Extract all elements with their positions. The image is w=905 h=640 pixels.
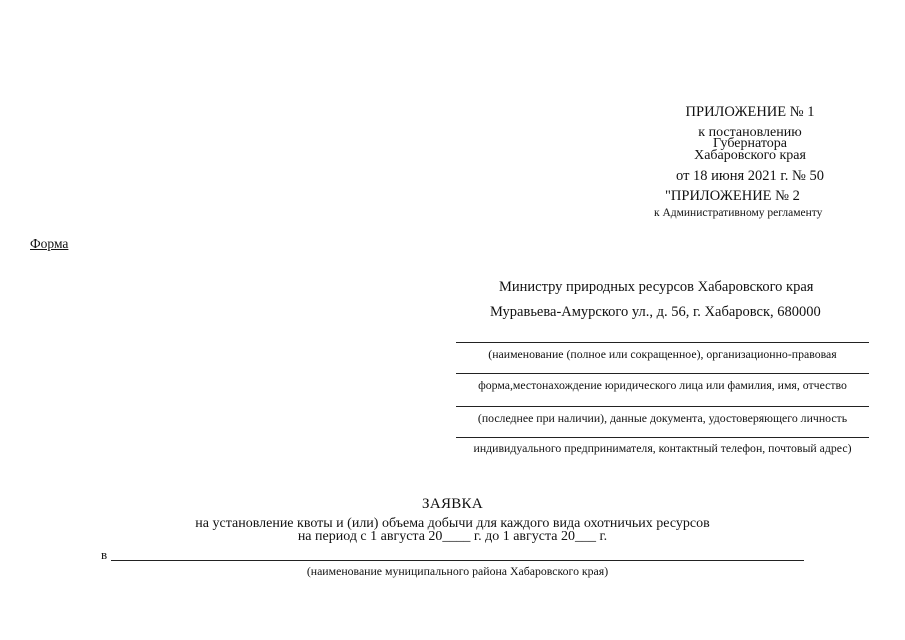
application-subtitle: на установление квоты и (или) объема добычи для каждого вида охотничьих ресурсов (195, 516, 710, 531)
application-title: ЗАЯВКА (422, 496, 483, 512)
applicant-caption: (последнее при наличии), данные документа, удостоверяющего личность (477, 411, 848, 425)
applicant-caption: форма,местонахождение юридического лица или фамилия, имя, отчество (478, 378, 847, 392)
annex2-title: "ПРИЛОЖЕНИЕ № 2 (665, 188, 800, 204)
applicant-fill-line[interactable] (456, 437, 869, 438)
district-prefix: в (101, 547, 108, 562)
annex-reference-line: Губернатора (712, 136, 788, 151)
applicant-caption: (наименование (полное или сокращенное), организационно-правовая (488, 347, 837, 361)
addressee-address: Муравьева-Амурского ул., д. 56, г. Хабаровск, 680000 (490, 304, 821, 320)
district-fill-line[interactable] (111, 560, 804, 561)
annex2-subtitle: к Административному регламенту (654, 207, 823, 219)
annex-date: от 18 июня 2021 г. № 50 (676, 168, 824, 184)
annex-reference-line: Хабаровского края (694, 148, 806, 163)
annex-title: ПРИЛОЖЕНИЕ № 1 (685, 104, 815, 120)
applicant-fill-line[interactable] (456, 406, 869, 407)
district-caption: (наименование муниципального района Хабаровского края) (306, 564, 609, 578)
applicant-fill-line[interactable] (456, 342, 869, 343)
applicant-caption: индивидуального предпринимателя, контактный телефон, почтовый адрес) (473, 441, 852, 455)
addressee-name: Министру природных ресурсов Хабаровского края (499, 279, 814, 295)
annex-reference-line: к постановлению (698, 125, 802, 140)
form-label: Форма (30, 236, 69, 251)
application-period: на период с 1 августа 20____ г. до 1 августа 20___ г. (297, 529, 608, 544)
applicant-fill-line[interactable] (456, 373, 869, 374)
